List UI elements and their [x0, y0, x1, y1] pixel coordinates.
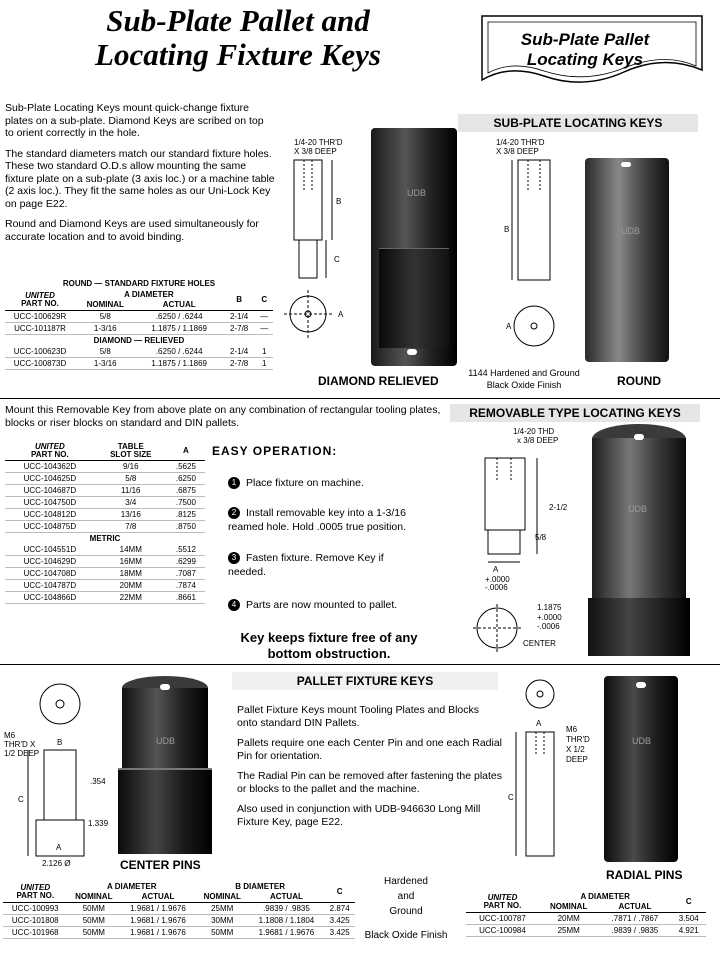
table-row: UCC-101968 50MM 1.9681 / 1.9676 50MM 1.9681 / 1.9676 3.425 [3, 927, 355, 939]
table-row: UCC-104362D 9/16 .5625 [5, 461, 205, 473]
radial-pin-photo [604, 676, 678, 862]
table-row: UCC-104875D 7/8 .8750 [5, 521, 205, 533]
svg-text:M6: M6 [566, 725, 578, 734]
col-united: UNITED [25, 291, 55, 300]
col-b: B [236, 295, 243, 304]
center-pin-drawing [2, 680, 116, 870]
svg-text:M6: M6 [4, 731, 16, 740]
udb-mark: UDB [628, 504, 648, 514]
svg-text:1.339: 1.339 [88, 819, 109, 828]
intro-text [5, 102, 275, 251]
banner-title [500, 30, 670, 70]
step-3: 3 Fasten fixture. Remove Key if needed. [228, 552, 384, 578]
svg-text:B: B [336, 197, 342, 206]
svg-text:X 1/2: X 1/2 [566, 745, 585, 754]
table-row: UCC-100623D 5/8 .6250 / .6244 2-1/4 1 [5, 346, 273, 358]
table-row: UCC-104866D 22MM .8661 [5, 592, 205, 604]
metric-caption: METRIC [89, 534, 121, 543]
table-row: UCC-104625D 5/8 .6250 [5, 473, 205, 485]
banner-line-2: Locating Keys [526, 50, 644, 69]
svg-text:.354: .354 [90, 777, 106, 786]
svg-text:A: A [536, 719, 542, 728]
table-row: UCC-101187R 1-3/16 1.1875 / 1.1869 2-7/8 — [5, 323, 273, 335]
pallet-section-header: PALLET FIXTURE KEYS [232, 672, 498, 690]
intro-paragraph-2: The standard diameters match our standard fixture holes. These two standard O.D.s allow mounting the same fixture plate on a sub-plate (3 axis loc.) or a machine table (2 axis loc.). They fit the same holes as our Uni-Lock Key on page E22. [5, 147, 275, 210]
removable-key-photo [588, 424, 690, 656]
table-row: UCC-104787D 20MM .7874 [5, 580, 205, 592]
svg-text:A: A [493, 565, 499, 574]
diamond-caption: DIAMOND — RELIEVED [93, 336, 185, 345]
round-table-caption: ROUND — STANDARD FIXTURE HOLES [62, 279, 216, 288]
svg-text:+.0000: +.0000 [485, 575, 510, 584]
round-key-drawing [470, 136, 580, 366]
diamond-key-photo [371, 128, 457, 366]
intro-paragraph-1: Sub-Plate Locating Keys mount quick-change fixture plates on a sub-plate. Diamond Keys are scribed on top to orient correctly in the hole. [5, 102, 264, 139]
subplate-section-header: SUB-PLATE LOCATING KEYS [458, 114, 698, 132]
svg-text:B: B [504, 225, 510, 234]
udb-mark: UDB [407, 188, 427, 198]
table-row: UCC-104812D 13/16 .8125 [5, 509, 205, 521]
finish-note: 1144 Hardened and Ground Black Oxide Finish [468, 368, 580, 390]
table-row: UCC-100629R 5/8 .6250 / .6244 2-1/4 — [5, 311, 273, 323]
table-row: UCC-101808 50MM 1.9681 / 1.9676 30MM 1.1808 / 1.1804 3.425 [3, 915, 355, 927]
banner-line-1: Sub-Plate Pallet [520, 30, 650, 49]
center-pin-table: UNITED PART NO. A DIAMETER B DIAMETER C NOMINAL ACTUAL NOMINAL ACTUAL UCC-100993 50MM 1.9681 / 1.9676 25MM .9839 / .9835 2.874 UCC-101808 50MM 1.9681 / 1.9676 30MM 1.1808 / 1.1804 3.425 UCC-101968 50MM 1.9681 / 1.9676 50MM 1.9681 / 1.9676 3.425 [3, 882, 355, 939]
col-nominal: NOMINAL [86, 300, 124, 309]
easy-operation-title: EASY OPERATION: [212, 444, 338, 458]
svg-text:2-1/2: 2-1/2 [549, 503, 568, 512]
svg-text:1/4-20 THR'D: 1/4-20 THR'D [294, 138, 343, 147]
svg-text:C: C [508, 793, 514, 802]
hardened-note: Hardened and Ground Black Oxide Finish [364, 876, 448, 941]
radial-pin-table: UNITED PART NO. A DIAMETER C NOMINAL ACTUAL UCC-100787 20MM .7871 / .7867 3.504 UCC-100984 25MM .9839 / .9835 4.921 [466, 892, 706, 937]
round-key-photo [585, 158, 669, 362]
svg-text:C: C [18, 795, 24, 804]
title-line-1: Sub-Plate Pallet and [106, 3, 370, 38]
table-row: UCC-100993 50MM 1.9681 / 1.9676 25MM .9839 / .9835 2.874 [3, 903, 355, 915]
svg-text:A: A [56, 843, 62, 852]
svg-text:DEEP: DEEP [566, 755, 588, 764]
svg-text:-.0006: -.0006 [485, 583, 508, 592]
table-row: UCC-104687D 11/16 .6875 [5, 485, 205, 497]
radial-pin-drawing [506, 676, 602, 866]
round-key-table [5, 279, 273, 370]
round-caption: ROUND [617, 374, 661, 388]
diamond-key-drawing [280, 136, 360, 366]
removable-key-drawing [455, 424, 585, 660]
col-part-no: PART NO. [21, 299, 59, 308]
diamond-relieved-caption: DIAMOND RELIEVED [318, 374, 439, 388]
svg-text:B: B [57, 738, 63, 747]
udb-mark: UDB [632, 736, 652, 746]
svg-text:1/4-20 THD: 1/4-20 THD [513, 427, 555, 436]
svg-text:2.126 Ø: 2.126 Ø [42, 859, 71, 868]
svg-text:A: A [338, 310, 344, 319]
table-row: UCC-104551D 14MM .5512 [5, 544, 205, 556]
col-actual: ACTUAL [162, 300, 196, 309]
table-row: UCC-100787 20MM .7871 / .7867 3.504 [466, 913, 706, 925]
svg-text:THR'D: THR'D [566, 735, 590, 744]
divider [0, 664, 720, 665]
step-2: 2 Install removable key into a 1-3/16 reamed hole. Hold .0005 true position. [228, 507, 407, 533]
step-4: 4 Parts are now mounted to pallet. [228, 598, 438, 612]
radial-pins-caption: RADIAL PINS [606, 868, 683, 882]
table-row: UCC-104708D 18MM .7087 [5, 568, 205, 580]
udb-mark: UDB [621, 226, 641, 236]
svg-text:X 3/8 DEEP: X 3/8 DEEP [496, 147, 539, 156]
col-a-diameter: A DIAMETER [124, 290, 174, 299]
svg-text:X 3/8 DEEP: X 3/8 DEEP [294, 147, 337, 156]
center-pin-photo [118, 676, 212, 854]
slot-table: UNITED PART NO. TABLE SLOT SIZE A UCC-104362D 9/16 .5625 UCC-104625D 5/8 .6250 UCC-104687D 11/16 .6875 UCC-104750D 3/4 .7500 UCC-104812D 13/16 .8125 UCC-104875D 7/8 .8750 METRIC UCC-104551D 14MM .5512 UCC-104629D 16MM .6299 UCC-104708D 18MM .7087 UCC-104787D 20MM .7874 UCC-104866D 22MM .8661 [5, 442, 205, 604]
removable-section-header: REMOVABLE TYPE LOCATING KEYS [450, 404, 700, 422]
pallet-text: Pallet Fixture Keys mount Tooling Plates and Blocks onto standard DIN Pallets. Pallets require one each Center Pin and one each Radial Pin for orientation. The Radial Pin can be removed after fastening the plates or blocks to the pallet and the machine. Also used in conjunction with UDB-946630 Long Mill Fixture Key, page E22. [237, 704, 503, 828]
table-row: UCC-104629D 16MM .6299 [5, 556, 205, 568]
svg-text:1/4-20 THR'D: 1/4-20 THR'D [496, 138, 545, 147]
svg-text:C: C [334, 255, 340, 264]
svg-text:1/2 DEEP: 1/2 DEEP [4, 749, 40, 758]
svg-text:1.1875: 1.1875 [537, 603, 562, 612]
col-c: C [261, 295, 268, 304]
svg-text:5/8: 5/8 [535, 533, 547, 542]
svg-text:+.0000: +.0000 [537, 613, 562, 622]
svg-text:x 3/8 DEEP: x 3/8 DEEP [517, 436, 559, 445]
table-row: UCC-100984 25MM .9839 / .9835 4.921 [466, 925, 706, 937]
easy-note: Key keeps fixture free of any bottom obstruction. [240, 630, 418, 661]
table-row: UCC-104750D 3/4 .7500 [5, 497, 205, 509]
divider [0, 398, 720, 399]
udb-mark: UDB [156, 736, 176, 746]
removable-intro: Mount this Removable Key from above plate on any combination of rectangular tooling plates, blocks or riser blocks on standard and DIN pallets. [5, 404, 441, 429]
table-row: UCC-100873D 1-3/16 1.1875 / 1.1869 2-7/8 1 [5, 358, 273, 370]
intro-paragraph-3: Round and Diamond Keys are used simultaneously for accurate location and to avoid binding. [5, 218, 259, 243]
page-title [28, 4, 448, 72]
step-1: 1 Place fixture on machine. [228, 476, 438, 490]
svg-text:A: A [506, 322, 512, 331]
svg-text:CENTER: CENTER [523, 639, 556, 648]
svg-text:-.0006: -.0006 [537, 622, 560, 631]
title-line-2: Locating Fixture Keys [95, 37, 381, 72]
center-pins-caption: CENTER PINS [120, 858, 201, 872]
svg-text:THR'D X: THR'D X [4, 740, 36, 749]
